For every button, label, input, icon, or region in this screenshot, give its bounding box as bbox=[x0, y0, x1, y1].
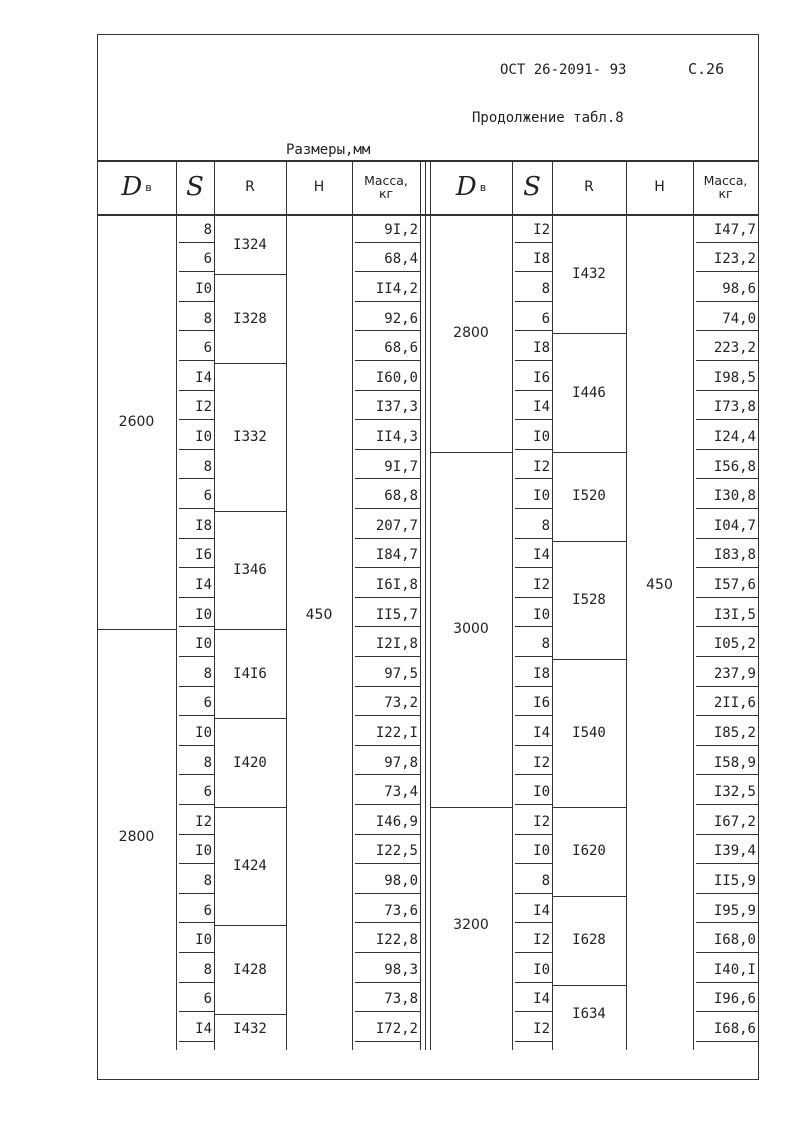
header-s-symbol-right: S bbox=[523, 172, 541, 202]
r-cell-left: I346 bbox=[233, 562, 267, 579]
mass-underline bbox=[696, 774, 758, 775]
mass-underline bbox=[355, 538, 420, 539]
mass-underline bbox=[355, 893, 420, 894]
mass-underline bbox=[355, 597, 420, 598]
dv-cell-left: 2800 bbox=[118, 828, 155, 845]
dv-subscript: в bbox=[145, 180, 152, 194]
mass-underline bbox=[696, 745, 758, 746]
s-underline bbox=[515, 301, 552, 302]
mass-underline bbox=[355, 1041, 420, 1042]
s-cell-left: 8 bbox=[203, 961, 212, 978]
mass-cell-right: I68,0 bbox=[713, 932, 756, 949]
mass-underline bbox=[696, 301, 758, 302]
s-cell-left: 8 bbox=[203, 665, 212, 682]
mass-underline bbox=[355, 834, 420, 835]
mass-unit: кг bbox=[378, 186, 394, 201]
mass-underline bbox=[696, 567, 758, 568]
s-underline bbox=[515, 1011, 552, 1012]
column-separator bbox=[286, 160, 287, 1050]
header-dv-symbol-right bbox=[430, 160, 512, 214]
r-group-separator bbox=[552, 333, 626, 334]
mass-underline bbox=[696, 360, 758, 361]
r-cell-left: I424 bbox=[233, 858, 267, 875]
mass-underline bbox=[355, 360, 420, 361]
s-underline bbox=[179, 508, 214, 509]
s-underline bbox=[179, 893, 214, 894]
s-cell-left: I2 bbox=[195, 813, 212, 830]
mass-unit: кг bbox=[718, 186, 733, 201]
dv-cell-left: 2600 bbox=[118, 414, 155, 431]
mass-underline bbox=[696, 952, 758, 953]
r-group-separator bbox=[552, 896, 626, 897]
dv-cell-right: 3000 bbox=[453, 621, 489, 638]
s-cell-right: I4 bbox=[533, 991, 550, 1008]
s-cell-left: I0 bbox=[195, 606, 212, 623]
s-cell-left: 6 bbox=[203, 784, 212, 801]
s-underline bbox=[179, 567, 214, 568]
s-underline bbox=[179, 656, 214, 657]
r-group-separator bbox=[552, 807, 626, 808]
mass-cell-left: 97,5 bbox=[384, 665, 418, 682]
dv-group-separator bbox=[97, 629, 176, 630]
r-cell-right: I446 bbox=[572, 384, 606, 401]
page-number: С.26 bbox=[688, 60, 725, 78]
mass-cell-left: II4,2 bbox=[375, 280, 418, 297]
mass-cell-left: 9I,2 bbox=[384, 221, 418, 238]
r-group-separator bbox=[214, 807, 286, 808]
s-cell-left: 8 bbox=[203, 221, 212, 238]
mass-underline bbox=[696, 804, 758, 805]
mass-underline bbox=[355, 952, 420, 953]
s-cell-right: 8 bbox=[541, 636, 550, 653]
s-cell-right: I4 bbox=[533, 547, 550, 564]
s-underline bbox=[179, 922, 214, 923]
mass-underline bbox=[355, 1011, 420, 1012]
mass-cell-left: I72,2 bbox=[375, 1020, 418, 1037]
mass-cell-left: I46,9 bbox=[375, 813, 418, 830]
r-cell-left: I420 bbox=[233, 754, 267, 771]
mass-cell-left: 92,6 bbox=[384, 310, 418, 327]
s-underline bbox=[179, 360, 214, 361]
dv-subscript: в bbox=[479, 180, 487, 194]
r-group-separator bbox=[214, 629, 286, 630]
r-cell-left: I332 bbox=[233, 429, 267, 445]
s-underline bbox=[179, 804, 214, 805]
mass-cell-right: I3I,5 bbox=[713, 606, 756, 623]
s-underline bbox=[179, 419, 214, 420]
r-group-separator bbox=[552, 659, 626, 660]
s-underline bbox=[515, 804, 552, 805]
mass-underline bbox=[355, 982, 420, 983]
s-underline bbox=[515, 538, 552, 539]
mass-underline bbox=[696, 1041, 758, 1042]
s-underline bbox=[179, 834, 214, 835]
s-cell-right: I0 bbox=[533, 428, 550, 445]
mass-underline bbox=[355, 567, 420, 568]
s-cell-left: 8 bbox=[203, 872, 212, 889]
s-cell-right: I2 bbox=[533, 1020, 550, 1037]
column-separator bbox=[176, 160, 177, 1050]
r-cell-right: I620 bbox=[572, 843, 606, 860]
s-cell-left: I0 bbox=[195, 932, 212, 949]
mass-cell-right: I39,4 bbox=[713, 843, 756, 860]
mass-cell-right: I67,2 bbox=[713, 813, 756, 830]
s-underline bbox=[515, 863, 552, 864]
dv-cell-right: 3200 bbox=[453, 917, 489, 934]
s-underline bbox=[515, 360, 552, 361]
column-separator bbox=[352, 160, 353, 1050]
mass-underline bbox=[696, 449, 758, 450]
s-cell-left: 6 bbox=[203, 695, 212, 712]
mass-cell-left: I22,I bbox=[375, 724, 418, 741]
s-underline bbox=[179, 745, 214, 746]
mass-cell-left: 98,0 bbox=[384, 872, 418, 889]
mass-cell-right: I96,6 bbox=[713, 991, 756, 1008]
s-underline bbox=[179, 330, 214, 331]
mass-cell-right: I05,2 bbox=[713, 636, 756, 653]
mass-cell-right: I47,7 bbox=[713, 221, 756, 238]
s-underline bbox=[515, 952, 552, 953]
s-underline bbox=[515, 597, 552, 598]
r-group-separator bbox=[214, 1014, 286, 1015]
mass-underline bbox=[696, 242, 758, 243]
r-group-separator bbox=[214, 925, 286, 926]
mass-underline bbox=[355, 242, 420, 243]
r-group-separator bbox=[552, 452, 626, 453]
s-cell-right: I2 bbox=[533, 576, 550, 593]
r-cell-right: I520 bbox=[572, 488, 606, 505]
mass-underline bbox=[355, 271, 420, 272]
s-cell-left: I4 bbox=[195, 1020, 212, 1037]
mass-underline bbox=[355, 508, 420, 509]
r-group-separator bbox=[214, 511, 286, 512]
r-group-separator bbox=[552, 541, 626, 542]
mass-underline bbox=[696, 863, 758, 864]
divider-double-rule bbox=[425, 160, 426, 1050]
s-cell-right: I6 bbox=[533, 369, 550, 386]
mass-cell-right: I98,5 bbox=[713, 369, 756, 386]
mass-cell-right: I24,4 bbox=[713, 428, 756, 445]
mass-underline bbox=[696, 626, 758, 627]
s-cell-left: I0 bbox=[195, 843, 212, 860]
mass-cell-left: II5,7 bbox=[375, 606, 418, 623]
s-cell-right: I8 bbox=[533, 251, 550, 268]
r-cell-right: I432 bbox=[572, 266, 606, 283]
r-cell-right: I540 bbox=[572, 725, 606, 741]
s-cell-right: I0 bbox=[533, 488, 550, 505]
mass-underline bbox=[355, 686, 420, 687]
mass-underline bbox=[696, 893, 758, 894]
mass-underline bbox=[355, 449, 420, 450]
s-cell-left: I0 bbox=[195, 428, 212, 445]
s-cell-right: I2 bbox=[533, 932, 550, 949]
mass-underline bbox=[696, 508, 758, 509]
mass-label: Масса, bbox=[703, 173, 748, 188]
mass-cell-left: I22,5 bbox=[375, 843, 418, 860]
s-underline bbox=[515, 508, 552, 509]
s-cell-right: 8 bbox=[541, 872, 550, 889]
column-separator bbox=[512, 160, 513, 1050]
mass-cell-right: 237,9 bbox=[713, 665, 756, 682]
mass-cell-right: I85,2 bbox=[713, 724, 756, 741]
s-cell-right: I8 bbox=[533, 665, 550, 682]
s-cell-left: I6 bbox=[195, 547, 212, 564]
mass-cell-left: 68,4 bbox=[384, 251, 418, 268]
s-cell-right: I4 bbox=[533, 724, 550, 741]
s-underline bbox=[179, 478, 214, 479]
mass-cell-left: 68,8 bbox=[384, 488, 418, 505]
r-group-separator bbox=[214, 718, 286, 719]
mass-label: Масса, bbox=[364, 173, 408, 188]
mass-underline bbox=[696, 419, 758, 420]
mass-cell-right: 2II,6 bbox=[713, 695, 756, 712]
mass-cell-right: I04,7 bbox=[713, 517, 756, 534]
mass-underline bbox=[355, 804, 420, 805]
header-mass-left bbox=[352, 160, 420, 214]
mass-cell-right: I30,8 bbox=[713, 488, 756, 505]
header-r-left: R bbox=[245, 179, 255, 195]
r-cell-right: I628 bbox=[572, 932, 606, 949]
s-cell-right: I0 bbox=[533, 843, 550, 860]
s-underline bbox=[515, 686, 552, 687]
s-underline bbox=[515, 242, 552, 243]
s-underline bbox=[515, 774, 552, 775]
header-s-symbol-left: S bbox=[186, 172, 204, 202]
mass-cell-left: 73,4 bbox=[384, 784, 418, 801]
mass-underline bbox=[355, 863, 420, 864]
mass-cell-right: II5,9 bbox=[713, 872, 756, 889]
s-underline bbox=[179, 301, 214, 302]
mass-underline bbox=[696, 834, 758, 835]
s-underline bbox=[179, 686, 214, 687]
mass-underline bbox=[355, 774, 420, 775]
dv-cell-right: 2800 bbox=[453, 325, 489, 342]
mass-underline bbox=[355, 390, 420, 391]
s-cell-right: I6 bbox=[533, 695, 550, 712]
s-cell-left: I0 bbox=[195, 636, 212, 653]
r-cell-left: I328 bbox=[233, 310, 267, 327]
s-cell-left: 6 bbox=[203, 251, 212, 268]
mass-underline bbox=[355, 626, 420, 627]
s-underline bbox=[179, 538, 214, 539]
s-underline bbox=[179, 1041, 214, 1042]
s-underline bbox=[515, 656, 552, 657]
header-r-right: R bbox=[584, 179, 594, 195]
mass-underline bbox=[696, 922, 758, 923]
s-cell-right: I2 bbox=[533, 458, 550, 475]
r-cell-left: I324 bbox=[233, 236, 267, 253]
mass-cell-right: 74,0 bbox=[722, 310, 756, 327]
mass-cell-right: 98,6 bbox=[722, 280, 756, 297]
mass-cell-left: I2I,8 bbox=[375, 636, 418, 653]
column-separator bbox=[693, 160, 694, 1050]
s-cell-right: I4 bbox=[533, 902, 550, 919]
h-cell-left: 450 bbox=[305, 606, 333, 623]
r-cell-right: I634 bbox=[572, 1006, 606, 1023]
s-cell-left: 8 bbox=[203, 310, 212, 327]
s-cell-right: 8 bbox=[541, 280, 550, 297]
s-cell-right: 6 bbox=[541, 310, 550, 327]
mass-cell-left: I22,8 bbox=[375, 932, 418, 949]
header-h-left: H bbox=[313, 179, 325, 195]
s-cell-right: I4 bbox=[533, 399, 550, 416]
s-underline bbox=[179, 1011, 214, 1012]
s-underline bbox=[179, 597, 214, 598]
s-cell-left: 6 bbox=[203, 902, 212, 919]
mass-cell-left: I84,7 bbox=[375, 547, 418, 564]
mass-cell-right: I68,6 bbox=[713, 1020, 756, 1037]
s-underline bbox=[515, 449, 552, 450]
mass-cell-left: I60,0 bbox=[375, 369, 418, 386]
divider-left-rule bbox=[430, 160, 431, 1050]
s-underline bbox=[179, 952, 214, 953]
s-cell-right: I2 bbox=[533, 754, 550, 771]
s-underline bbox=[515, 1041, 552, 1042]
mass-cell-left: II4,3 bbox=[375, 428, 418, 445]
s-underline bbox=[515, 419, 552, 420]
r-cell-left: I428 bbox=[233, 961, 267, 978]
s-underline bbox=[515, 390, 552, 391]
r-group-separator bbox=[552, 985, 626, 986]
mass-cell-left: 97,8 bbox=[384, 754, 418, 771]
s-underline bbox=[515, 567, 552, 568]
s-cell-left: I4 bbox=[195, 369, 212, 386]
r-group-separator bbox=[214, 274, 286, 275]
s-cell-left: I0 bbox=[195, 280, 212, 297]
s-cell-left: 8 bbox=[203, 458, 212, 475]
mass-underline bbox=[696, 390, 758, 391]
s-cell-left: I4 bbox=[195, 576, 212, 593]
s-cell-left: 6 bbox=[203, 488, 212, 505]
mass-underline bbox=[696, 715, 758, 716]
r-group-separator bbox=[214, 363, 286, 364]
mass-cell-right: I95,9 bbox=[713, 902, 756, 919]
s-cell-left: 8 bbox=[203, 754, 212, 771]
header-dv-symbol-left bbox=[97, 160, 176, 214]
mass-cell-right: I56,8 bbox=[713, 458, 756, 475]
mass-underline bbox=[696, 686, 758, 687]
s-cell-right: I0 bbox=[533, 961, 550, 978]
dv-group-separator bbox=[430, 807, 512, 808]
mass-cell-left: 73,2 bbox=[384, 695, 418, 712]
table-continuation: Продолжение табл.8 bbox=[472, 110, 624, 126]
s-cell-left: 6 bbox=[203, 991, 212, 1008]
mass-cell-left: I6I,8 bbox=[375, 576, 418, 593]
s-cell-right: 8 bbox=[541, 517, 550, 534]
s-underline bbox=[515, 271, 552, 272]
s-underline bbox=[515, 745, 552, 746]
mass-underline bbox=[355, 656, 420, 657]
mass-cell-left: 207,7 bbox=[375, 517, 418, 534]
mass-underline bbox=[355, 330, 420, 331]
s-underline bbox=[515, 834, 552, 835]
s-underline bbox=[515, 715, 552, 716]
s-underline bbox=[179, 449, 214, 450]
mass-underline bbox=[696, 478, 758, 479]
mass-cell-right: I57,6 bbox=[713, 576, 756, 593]
s-underline bbox=[179, 774, 214, 775]
r-cell-right: I528 bbox=[572, 591, 606, 608]
r-cell-left: I432 bbox=[233, 1020, 267, 1037]
s-cell-left: 6 bbox=[203, 340, 212, 357]
mass-cell-left: 68,6 bbox=[384, 340, 418, 357]
s-underline bbox=[179, 626, 214, 627]
s-cell-left: I2 bbox=[195, 399, 212, 416]
mass-underline bbox=[355, 419, 420, 420]
mass-underline bbox=[355, 715, 420, 716]
mass-underline bbox=[355, 922, 420, 923]
s-underline bbox=[179, 271, 214, 272]
dimensions-caption: Размеры,мм bbox=[286, 142, 371, 158]
mass-underline bbox=[696, 982, 758, 983]
mass-cell-left: 98,3 bbox=[384, 961, 418, 978]
header-h-right: H bbox=[654, 179, 665, 195]
mass-cell-right: I83,8 bbox=[713, 547, 756, 564]
s-underline bbox=[515, 922, 552, 923]
mass-underline bbox=[355, 745, 420, 746]
s-underline bbox=[515, 982, 552, 983]
dv-group-separator bbox=[430, 452, 512, 453]
standard-code: ОСТ 26-2091- 93 bbox=[500, 62, 627, 78]
mass-underline bbox=[696, 330, 758, 331]
mass-underline bbox=[355, 301, 420, 302]
s-underline bbox=[515, 626, 552, 627]
s-underline bbox=[515, 330, 552, 331]
s-cell-right: I0 bbox=[533, 784, 550, 801]
mass-underline bbox=[696, 1011, 758, 1012]
dv-letter: D bbox=[455, 172, 477, 202]
s-underline bbox=[515, 478, 552, 479]
mass-cell-left: 9I,7 bbox=[384, 458, 418, 475]
mass-cell-left: 73,8 bbox=[384, 991, 418, 1008]
s-underline bbox=[179, 390, 214, 391]
mass-cell-right: I58,9 bbox=[713, 754, 756, 771]
s-cell-right: I0 bbox=[533, 606, 550, 623]
s-underline bbox=[179, 863, 214, 864]
header-mass-right bbox=[693, 160, 758, 214]
mass-underline bbox=[696, 656, 758, 657]
mass-underline bbox=[696, 538, 758, 539]
dv-letter: D bbox=[121, 172, 143, 202]
mass-cell-right: I23,2 bbox=[713, 251, 756, 268]
mass-underline bbox=[355, 478, 420, 479]
mass-cell-right: I32,5 bbox=[713, 784, 756, 801]
mass-cell-left: 73,6 bbox=[384, 902, 418, 919]
s-underline bbox=[515, 893, 552, 894]
h-cell-right: 450 bbox=[646, 576, 673, 593]
mass-underline bbox=[696, 271, 758, 272]
s-cell-right: I2 bbox=[533, 813, 550, 830]
column-separator bbox=[626, 160, 627, 1050]
mass-cell-right: 223,2 bbox=[713, 340, 756, 357]
s-underline bbox=[179, 715, 214, 716]
s-underline bbox=[179, 982, 214, 983]
s-cell-right: I2 bbox=[533, 221, 550, 238]
s-cell-left: I8 bbox=[195, 517, 212, 534]
mass-cell-left: I37,3 bbox=[375, 399, 418, 416]
s-cell-right: I8 bbox=[533, 340, 550, 357]
mass-cell-right: I40,I bbox=[713, 961, 756, 978]
s-cell-left: I0 bbox=[195, 724, 212, 741]
mass-underline bbox=[696, 597, 758, 598]
s-underline bbox=[179, 242, 214, 243]
r-cell-left: I4I6 bbox=[233, 665, 267, 682]
mass-cell-right: I73,8 bbox=[713, 399, 756, 416]
